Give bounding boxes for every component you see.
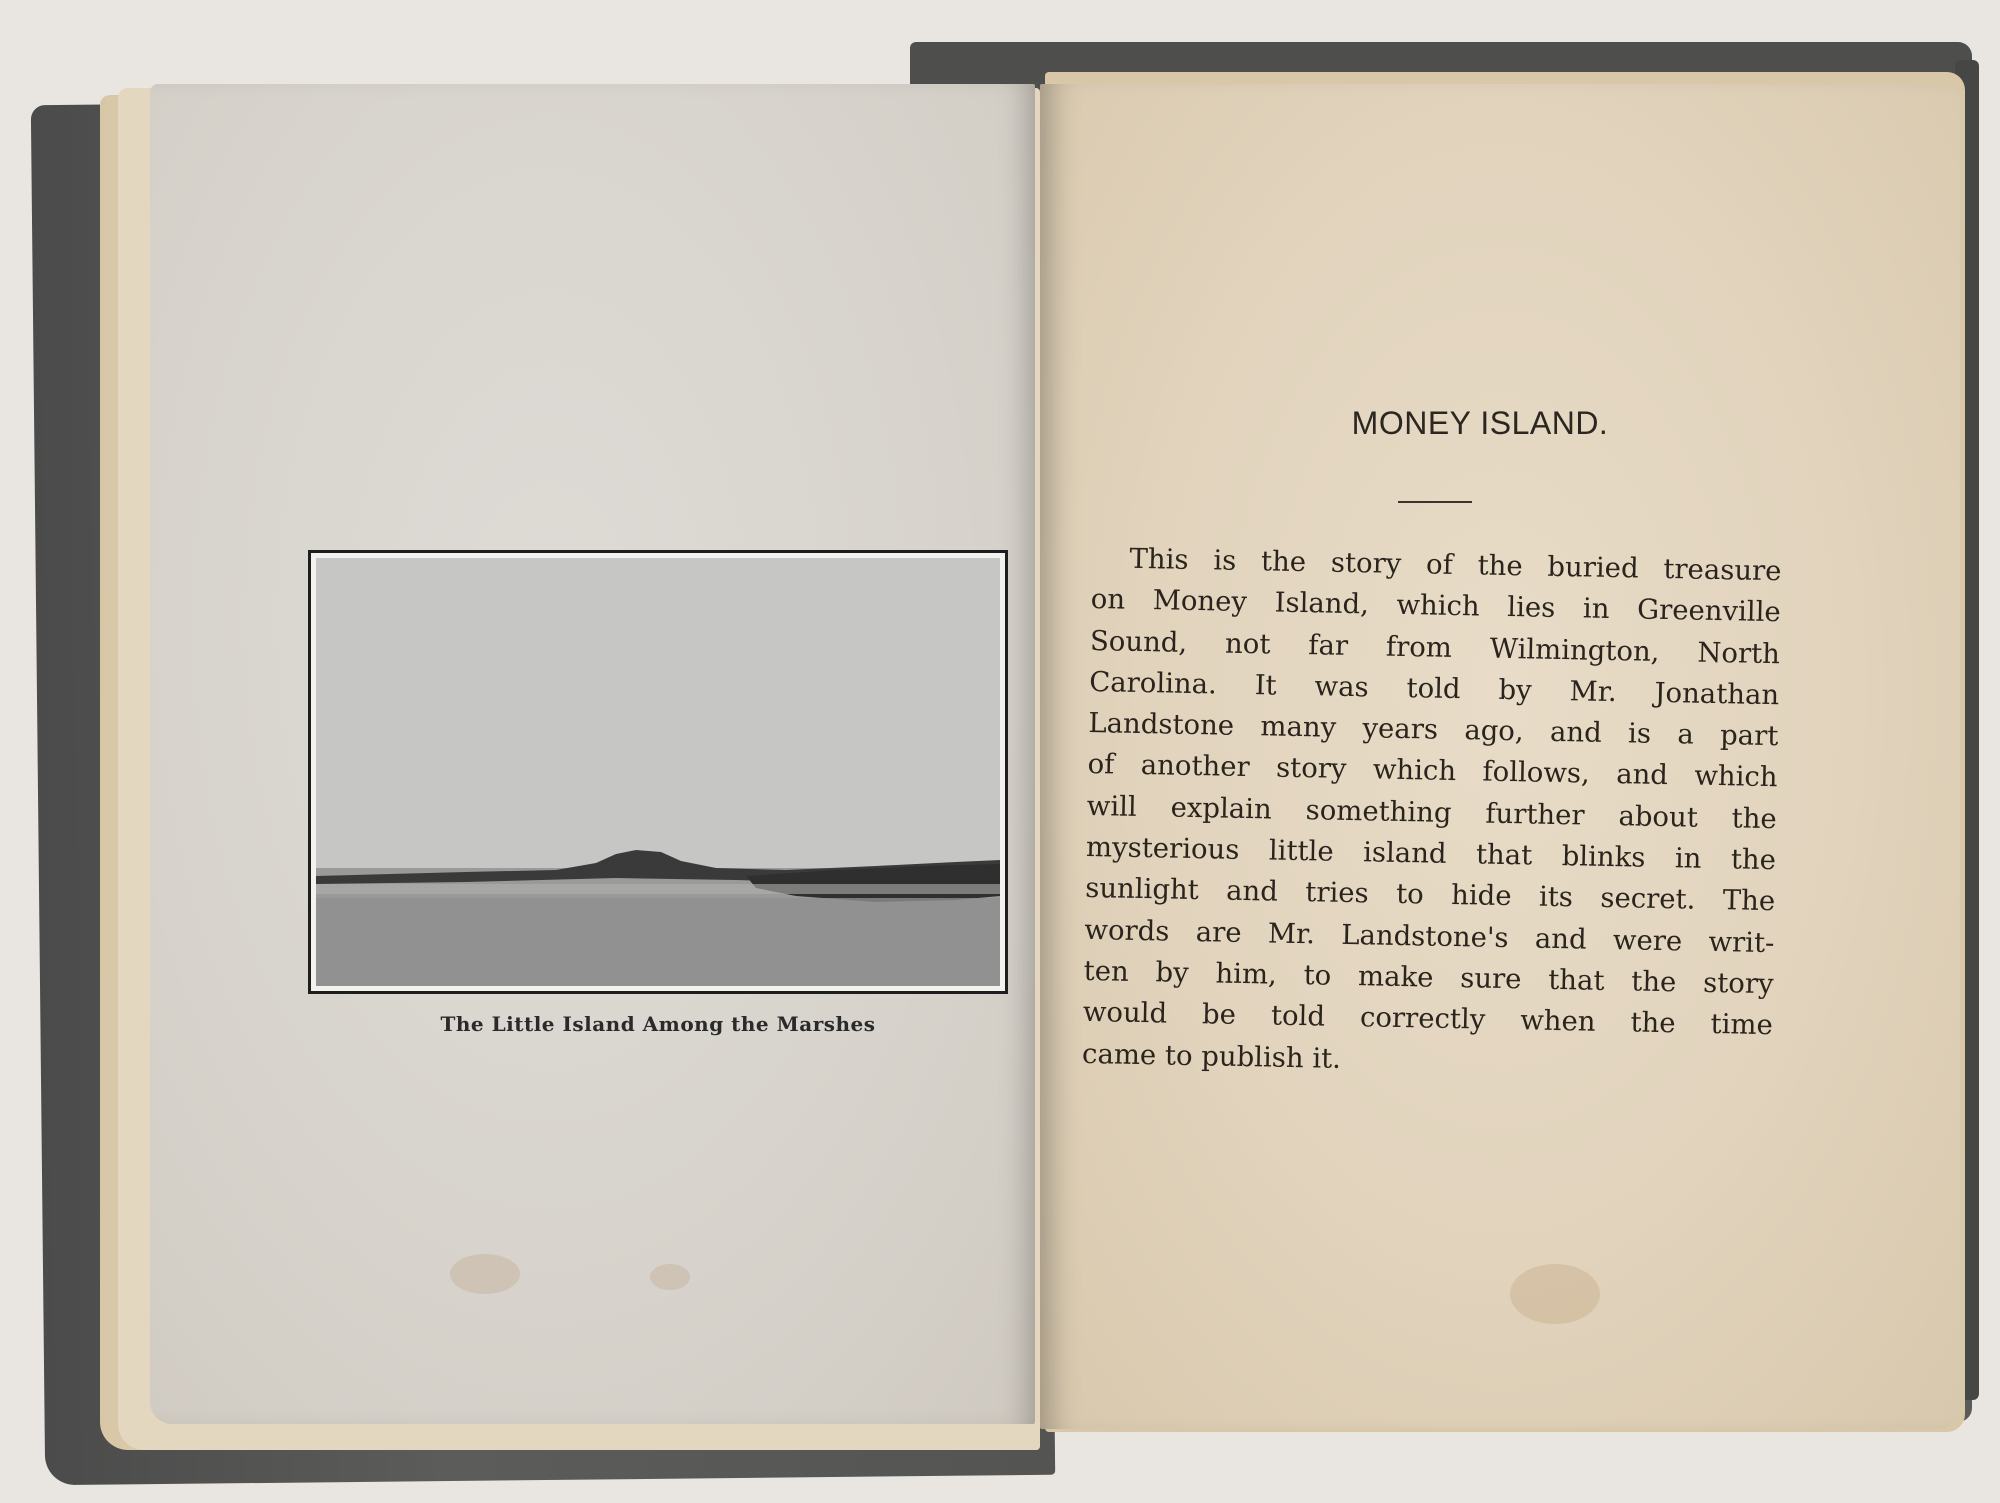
text-line: would be told correctly when the time <box>1082 996 1774 1042</box>
text-line: sunlight and tries to hide its secret. The <box>1084 872 1776 918</box>
page-stain <box>450 1254 520 1294</box>
landscape-photo-icon <box>316 558 1000 986</box>
text-line: on Money Island, which lies in Greenville <box>1090 583 1782 629</box>
text-line: Sound, not far from Wilmington, North <box>1089 624 1781 670</box>
marsh-landscape-drawing <box>316 558 1000 986</box>
text-line: words are Mr. Landstone's and were writ- <box>1084 913 1775 959</box>
title-divider <box>1398 501 1472 503</box>
text-line: will explain something further about the <box>1086 789 1778 835</box>
photo-caption: The Little Island Among the Marshes <box>440 1012 876 1036</box>
island-photo <box>308 550 1008 994</box>
page-stain <box>1510 1264 1600 1324</box>
page-stain <box>650 1264 690 1290</box>
text-line: This is the story of the buried treasure <box>1129 542 1782 588</box>
page-title: MONEY ISLAND. <box>1351 405 1609 441</box>
story-paragraph <box>1082 538 1782 1088</box>
text-line: Carolina. It was told by Mr. Jonathan <box>1088 665 1780 712</box>
text-line: mysterious little island that blinks in the <box>1085 831 1777 877</box>
text-line: Landstone many years ago, and is a part <box>1088 707 1779 753</box>
text-line: came to publish it. <box>1081 1037 1342 1075</box>
text-line: of another story which follows, and which <box>1087 748 1778 794</box>
text-line: ten by him, to make sure that the story <box>1083 954 1774 1001</box>
